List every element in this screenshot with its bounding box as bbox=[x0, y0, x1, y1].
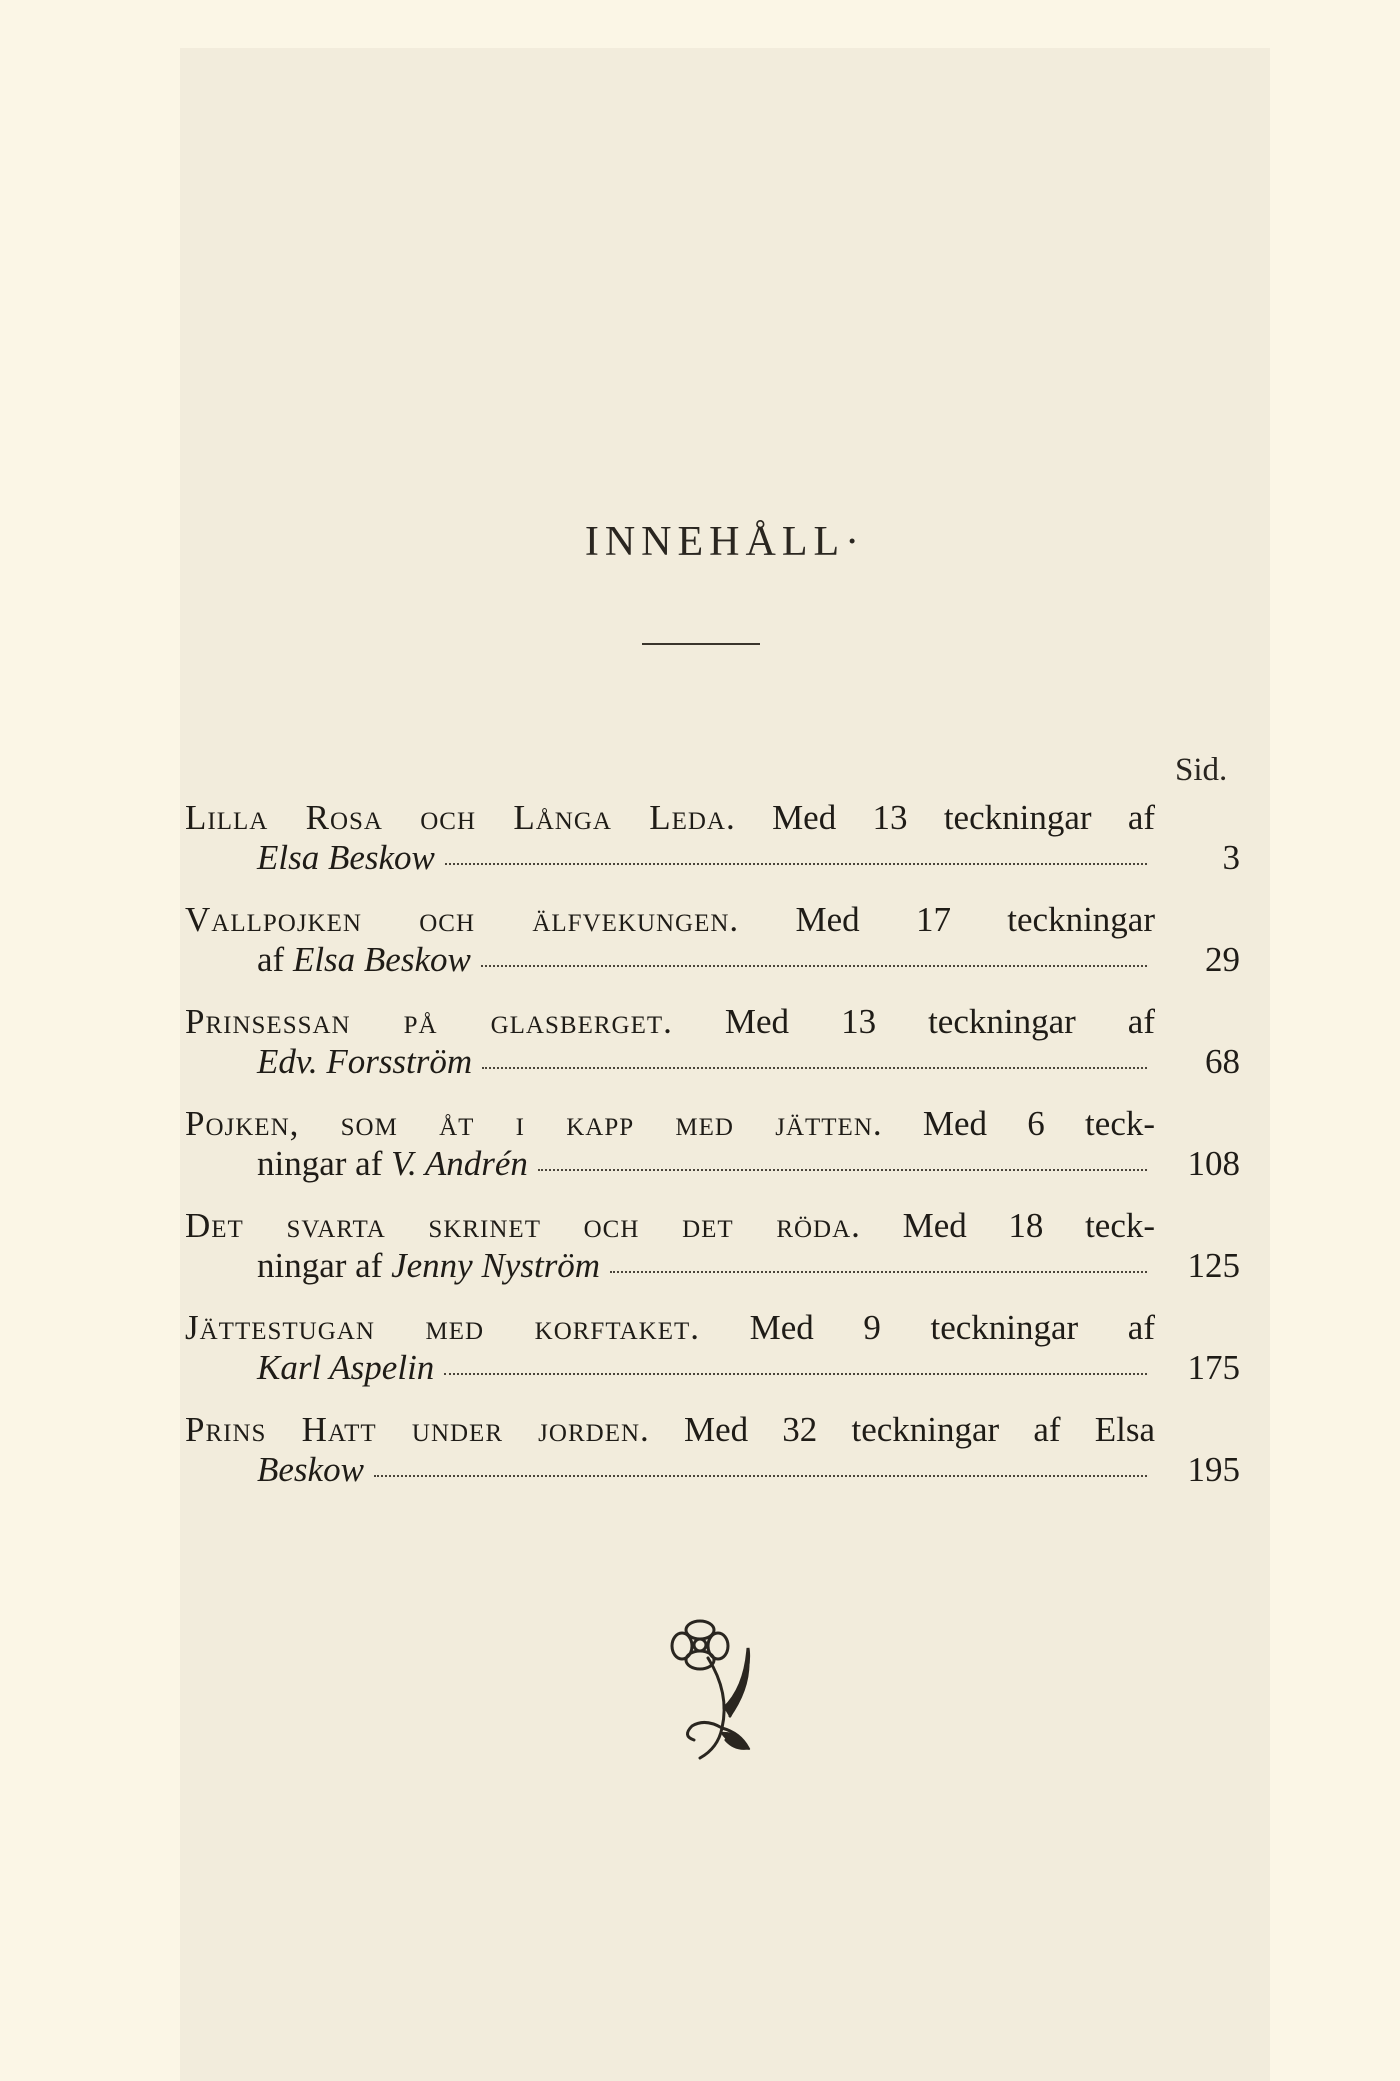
dot-leader bbox=[444, 1373, 1147, 1375]
story-title: Prinsessan på glasberget. bbox=[185, 1002, 673, 1041]
toc-entry[interactable] bbox=[180, 1206, 1270, 1308]
toc-entry-heading bbox=[185, 900, 1155, 940]
toc-entry-credit-line bbox=[257, 940, 1155, 980]
toc-entry-credit-line bbox=[257, 1450, 1155, 1490]
title-rule bbox=[642, 643, 760, 645]
dot-leader bbox=[481, 965, 1147, 967]
page-number: 3 bbox=[1222, 838, 1240, 877]
story-title: Pojken, som åt i kapp med jätten. bbox=[185, 1104, 883, 1143]
toc-entry-heading bbox=[185, 1206, 1155, 1246]
illustrator-credit bbox=[257, 1246, 600, 1286]
illustrator-credit bbox=[257, 838, 435, 878]
illustrator-credit bbox=[257, 1144, 528, 1184]
story-title: Det svarta skrinet och det röda. bbox=[185, 1206, 861, 1245]
toc-entry[interactable] bbox=[180, 1104, 1270, 1206]
toc-entry-credit-line bbox=[257, 838, 1155, 878]
dot-leader bbox=[482, 1067, 1147, 1069]
page-column-label: Sid. bbox=[1175, 752, 1228, 788]
story-title: Lilla Rosa och Långa Leda. bbox=[185, 798, 736, 837]
dot-leader bbox=[538, 1169, 1147, 1171]
page-number: 195 bbox=[1187, 1450, 1240, 1489]
book-page bbox=[180, 48, 1270, 2081]
illustration-note: Med 6 teck- bbox=[922, 1104, 1155, 1143]
story-title: Prins Hatt under jorden. bbox=[185, 1410, 650, 1449]
toc-entry-heading bbox=[185, 1308, 1155, 1348]
toc-entry-credit-line bbox=[257, 1042, 1155, 1082]
illustrator-credit bbox=[257, 940, 471, 980]
dot-leader bbox=[374, 1475, 1147, 1477]
illustration-note: Med 13 teckningar af bbox=[772, 798, 1155, 837]
illustrator-name: Edv. Forsström bbox=[257, 1042, 473, 1081]
story-title: Vallpojken och älfvekungen. bbox=[185, 900, 740, 939]
credit-prefix: ningar af bbox=[257, 1144, 392, 1183]
story-title: Jättestugan med korftaket. bbox=[185, 1308, 701, 1347]
page-number: 125 bbox=[1187, 1246, 1240, 1285]
toc-entry-heading bbox=[185, 798, 1155, 838]
illustrator-credit bbox=[257, 1042, 472, 1082]
toc-entry[interactable] bbox=[180, 1308, 1270, 1410]
illustrator-name: Elsa Beskow bbox=[292, 940, 471, 979]
toc-entry-credit-line bbox=[257, 1246, 1155, 1286]
page-number: 29 bbox=[1205, 940, 1240, 979]
toc-entry-heading bbox=[185, 1410, 1155, 1450]
illustrator-credit bbox=[257, 1348, 434, 1388]
dot-leader bbox=[610, 1271, 1147, 1273]
credit-prefix: ningar af bbox=[257, 1246, 392, 1285]
toc-entry-credit-line bbox=[257, 1144, 1155, 1184]
toc-entry-heading bbox=[185, 1002, 1155, 1042]
illustrator-name: V. Andrén bbox=[391, 1144, 528, 1183]
dot-leader bbox=[445, 863, 1147, 865]
illustrator-name: Beskow bbox=[257, 1450, 364, 1489]
flower-ornament-icon bbox=[660, 1608, 800, 1778]
page-number: 108 bbox=[1187, 1144, 1240, 1183]
illustration-note: Med 32 teckningar af Elsa bbox=[683, 1410, 1155, 1449]
page-number: 175 bbox=[1187, 1348, 1240, 1387]
illustrator-name: Jenny Nyström bbox=[391, 1246, 601, 1285]
toc-entry[interactable] bbox=[180, 1002, 1270, 1104]
toc-entry[interactable] bbox=[180, 798, 1270, 900]
toc-entry-credit-line bbox=[257, 1348, 1155, 1388]
illustration-note: Med 13 teckningar af bbox=[724, 1002, 1155, 1041]
page-title: INNEHÅLL· bbox=[584, 519, 866, 565]
illustrator-name: Elsa Beskow bbox=[257, 838, 435, 877]
toc-entry[interactable] bbox=[180, 1410, 1270, 1512]
illustration-note: Med 17 teckningar bbox=[795, 900, 1155, 939]
toc-entry-heading bbox=[185, 1104, 1155, 1144]
illustration-note: Med 9 teckningar af bbox=[749, 1308, 1155, 1347]
illustrator-name: Karl Aspelin bbox=[257, 1348, 435, 1387]
illustrator-credit bbox=[257, 1450, 364, 1490]
credit-prefix: af bbox=[257, 940, 293, 979]
illustration-note: Med 18 teck- bbox=[902, 1206, 1155, 1245]
page-number: 68 bbox=[1205, 1042, 1240, 1081]
toc-entry[interactable] bbox=[180, 900, 1270, 1002]
